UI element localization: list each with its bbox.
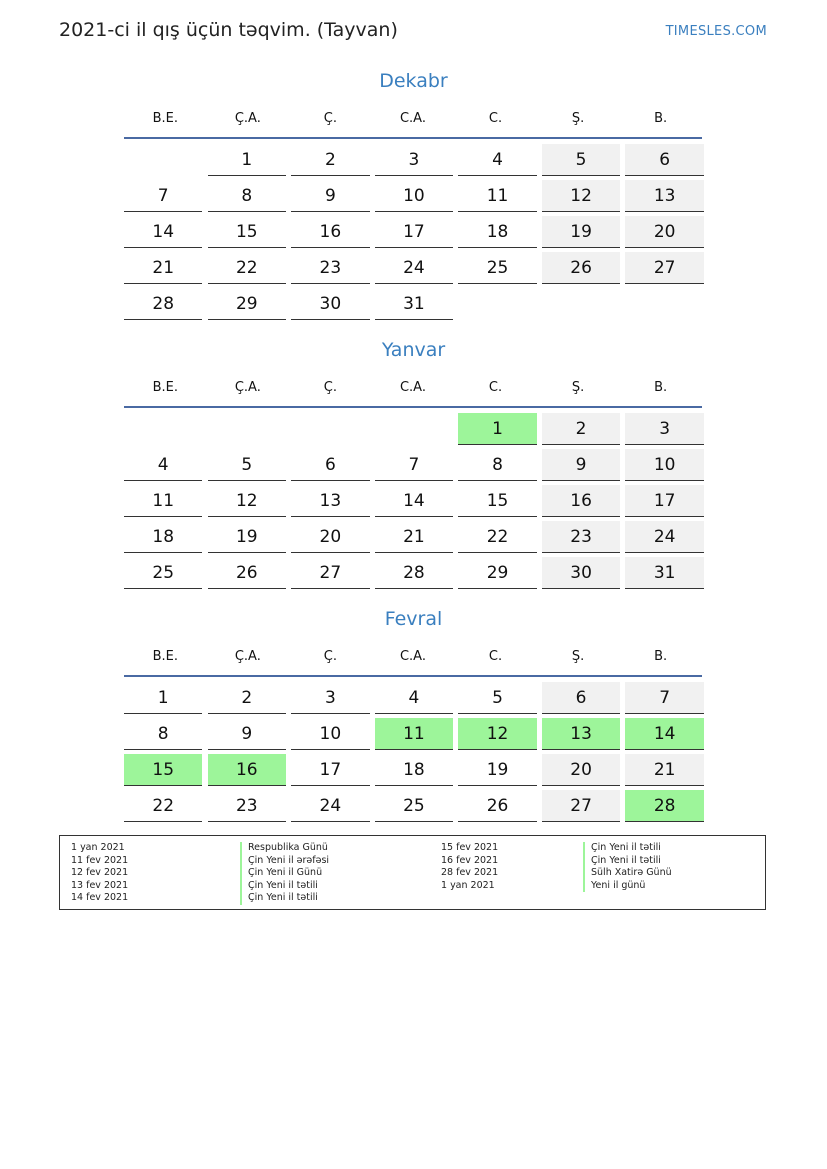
header-rule [124,406,702,408]
day-cell: 7 [375,449,453,481]
day-cell: 10 [625,449,703,481]
weekday-label: B. [654,380,668,395]
day-cell: 13 [625,180,703,212]
day-cell: 7 [625,682,703,714]
day-cell: 5 [208,449,286,481]
weekday-label: Ş. [571,111,585,126]
empty-cell [291,413,369,445]
empty-cell [124,144,202,176]
day-cell: 22 [458,521,536,553]
day-cell: 1 [124,682,202,714]
day-cell: 17 [625,485,703,517]
legend-date: 16 fev 2021 [441,854,499,866]
day-cell: 16 [208,754,286,786]
day-cell: 24 [625,521,703,553]
weekday-label: C.A. [399,649,426,664]
legend-date: 28 fev 2021 [441,867,499,878]
legend-date: 12 fev 2021 [71,867,129,878]
weekday-label: Ç. [323,111,338,126]
legend-left-names [240,842,329,905]
day-cell: 19 [208,521,286,553]
day-cell: 14 [375,485,453,517]
day-cell: 5 [542,144,620,176]
day-grid [124,144,703,320]
day-cell: 17 [291,754,369,786]
day-cell: 22 [208,252,286,284]
day-cell: 30 [542,557,620,589]
weekday-label: C. [488,111,503,126]
legend-holiday-name: Respublika Günü [240,842,329,855]
legend-date: 11 fev 2021 [71,854,129,866]
day-cell: 29 [458,557,536,589]
day-cell: 3 [625,413,703,445]
day-cell: 19 [458,754,536,786]
day-cell: 10 [375,180,453,212]
weekday-header [124,649,702,669]
legend-date: 13 fev 2021 [71,879,129,891]
day-cell: 21 [625,754,703,786]
day-cell: 23 [208,790,286,822]
day-cell: 15 [208,216,286,248]
day-cell: 8 [124,718,202,750]
month-title: Yanvar [381,339,446,361]
legend-holiday-name: Yeni il günü [583,880,672,893]
day-cell: 4 [124,449,202,481]
day-cell: 28 [625,790,703,822]
day-cell: 14 [625,718,703,750]
day-cell: 2 [291,144,369,176]
legend-holiday-name: Çin Yeni il Günü [240,867,329,880]
weekday-label: B.E. [152,380,178,395]
day-cell: 1 [208,144,286,176]
day-cell: 13 [291,485,369,517]
day-cell: 16 [291,216,369,248]
header-rule [124,137,702,139]
day-cell: 9 [542,449,620,481]
brand-link[interactable]: TIMESLES.COM [665,24,767,39]
day-cell: 20 [625,216,703,248]
day-cell: 8 [208,180,286,212]
day-cell: 1 [458,413,536,445]
day-cell: 21 [124,252,202,284]
day-cell: 2 [208,682,286,714]
day-grid [124,682,703,822]
day-cell: 24 [291,790,369,822]
day-cell: 19 [542,216,620,248]
legend-holiday-name: Çin Yeni il tətili [583,855,672,868]
empty-cell [375,413,453,445]
day-cell: 27 [625,252,703,284]
weekday-label: C.A. [399,111,426,126]
day-cell: 6 [542,682,620,714]
day-cell: 26 [458,790,536,822]
weekday-label: B. [654,649,668,664]
empty-cell [208,413,286,445]
day-cell: 24 [375,252,453,284]
day-cell: 14 [124,216,202,248]
day-cell: 26 [208,557,286,589]
day-cell: 6 [625,144,703,176]
weekday-label: B.E. [152,649,178,664]
weekday-header [124,380,702,400]
day-cell: 12 [208,485,286,517]
weekday-label: B.E. [152,111,178,126]
empty-cell [124,413,202,445]
day-cell: 26 [542,252,620,284]
weekday-label: Ş. [571,649,585,664]
legend-right-names [583,842,672,892]
day-cell: 30 [291,288,369,320]
day-cell: 11 [124,485,202,517]
month-title: Dekabr [379,70,448,92]
day-cell: 20 [291,521,369,553]
day-cell: 4 [458,144,536,176]
day-cell: 27 [291,557,369,589]
day-cell: 23 [542,521,620,553]
day-cell: 25 [375,790,453,822]
day-cell: 13 [542,718,620,750]
day-cell: 31 [375,288,453,320]
legend-holiday-name: Çin Yeni il tətili [583,842,672,855]
day-cell: 28 [124,288,202,320]
legend-date: 1 yan 2021 [441,879,495,891]
day-cell: 27 [542,790,620,822]
month-title: Fevral [384,608,443,630]
day-cell: 29 [208,288,286,320]
weekday-label: Ç. [323,380,338,395]
weekday-label: Ç.A. [234,380,261,395]
day-cell: 6 [291,449,369,481]
day-cell: 18 [458,216,536,248]
legend-date: 15 fev 2021 [441,842,499,853]
legend-holiday-name: Sülh Xatirə Günü [583,867,672,880]
legend-right-dates [441,842,498,892]
day-cell: 25 [124,557,202,589]
day-cell: 10 [291,718,369,750]
legend-holiday-name: Çin Yeni il ərəfəsi [240,855,329,868]
weekday-label: C. [488,649,503,664]
day-cell: 3 [375,144,453,176]
day-cell: 20 [542,754,620,786]
day-cell: 9 [208,718,286,750]
day-cell: 7 [124,180,202,212]
legend-date: 1 yan 2021 [71,842,125,853]
day-cell: 17 [375,216,453,248]
day-cell: 2 [542,413,620,445]
legend-left-dates [71,842,128,905]
day-cell: 21 [375,521,453,553]
weekday-label: Ç.A. [234,649,261,664]
day-cell: 11 [375,718,453,750]
day-cell: 25 [458,252,536,284]
day-cell: 31 [625,557,703,589]
day-cell: 3 [291,682,369,714]
weekday-label: C. [488,380,503,395]
day-cell: 16 [542,485,620,517]
day-cell: 12 [542,180,620,212]
weekday-header [124,111,702,131]
day-grid [124,413,703,589]
weekday-label: B. [654,111,668,126]
day-cell: 12 [458,718,536,750]
day-cell: 22 [124,790,202,822]
legend-holiday-name: Çin Yeni il tətili [240,892,329,905]
day-cell: 15 [124,754,202,786]
day-cell: 9 [291,180,369,212]
day-cell: 18 [124,521,202,553]
day-cell: 15 [458,485,536,517]
legend-holiday-name: Çin Yeni il tətili [240,880,329,893]
day-cell: 18 [375,754,453,786]
weekday-label: C.A. [399,380,426,395]
day-cell: 23 [291,252,369,284]
weekday-label: Ş. [571,380,585,395]
weekday-label: Ç.A. [234,111,261,126]
header-rule [124,675,702,677]
day-cell: 11 [458,180,536,212]
day-cell: 5 [458,682,536,714]
day-cell: 28 [375,557,453,589]
page-title: 2021-ci il qış üçün təqvim. (Tayvan) [59,19,398,41]
weekday-label: Ç. [323,649,338,664]
holiday-legend [59,835,766,910]
day-cell: 4 [375,682,453,714]
day-cell: 8 [458,449,536,481]
legend-date: 14 fev 2021 [71,892,129,903]
